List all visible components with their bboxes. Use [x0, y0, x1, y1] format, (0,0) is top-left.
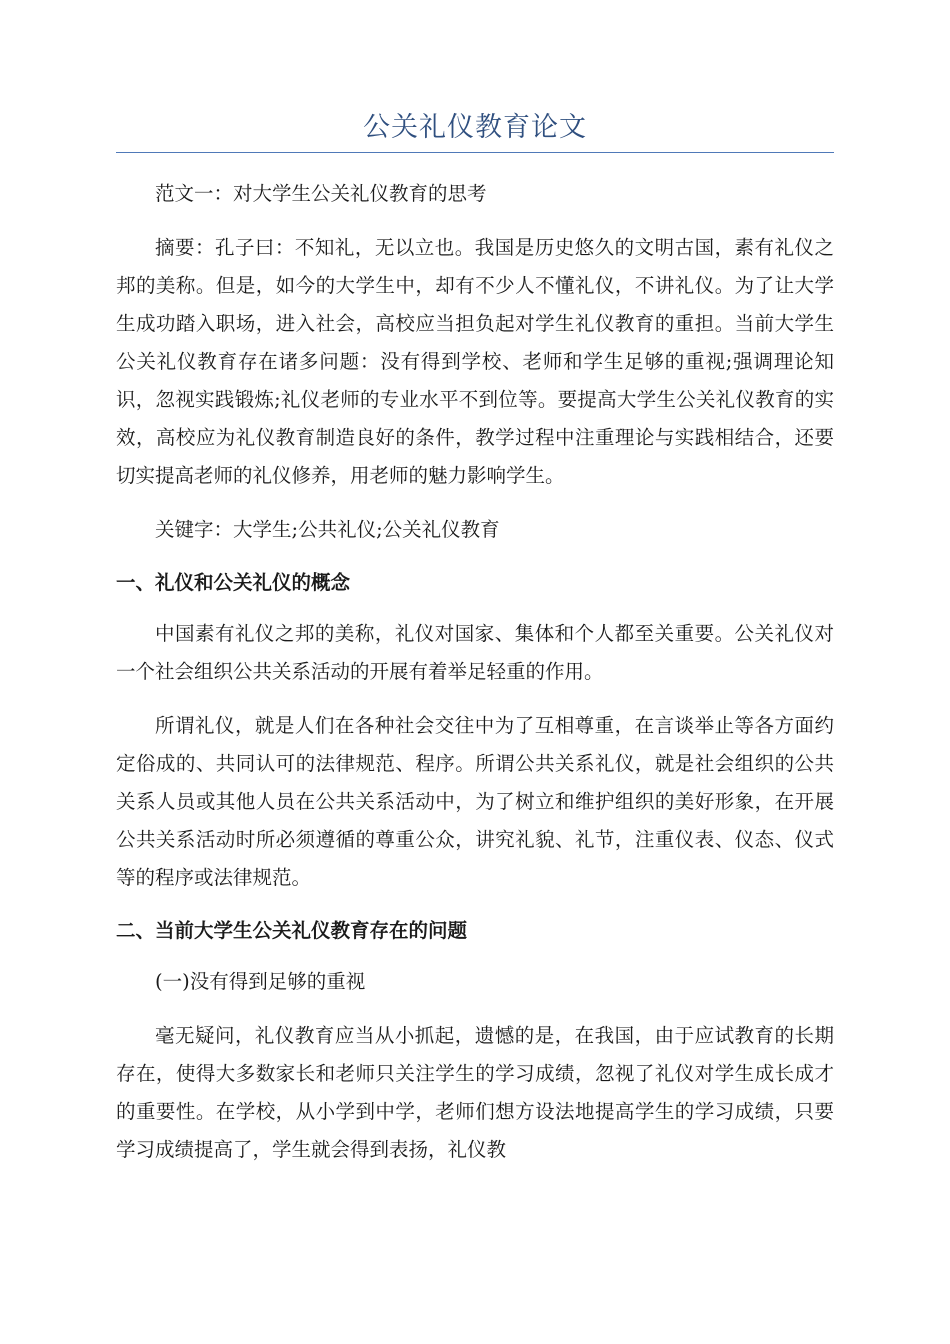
document-page: [116, 108, 834, 1185]
section1-paragraph-2: 所谓礼仪，就是人们在各种社会交往中为了互相尊重，在言谈举止等各方面约定俗成的、共同认可的法律规范、程序。所谓公共关系礼仪，就是社会组织的公共关系人员或其他人员在公共关系活动中，为了树立和维护组织的美好形象，在开展公共关系活动时所必须遵循的尊重公众，讲究礼貌、礼节，注重仪表、仪态、仪式等的程序或法律规范。: [116, 714, 834, 889]
subtitle: 范文一：对大学生公关礼仪教育的思考: [155, 182, 487, 205]
section1-paragraph-1: 中国素有礼仪之邦的美称，礼仪对国家、集体和个人都至关重要。公关礼仪对一个社会组织公共关系活动的开展有着举足轻重的作用。: [116, 622, 834, 683]
subsection-heading-1: (一)没有得到足够的重视: [155, 970, 366, 993]
document-title: 公关礼仪教育论文: [116, 108, 834, 153]
section2-paragraph-1: 毫无疑问，礼仪教育应当从小抓起，遗憾的是，在我国，由于应试教育的长期存在，使得大多数家长和老师只关注学生的学习成绩，忽视了礼仪对学生成长成才的重要性。在学校，从小学到中学，老师们想方设法地提高学生的学习成绩，只要学习成绩提高了，学生就会得到表扬，礼仪教: [116, 1024, 834, 1161]
section-heading-2: 二、当前大学生公关礼仪教育存在的问题: [116, 919, 468, 942]
section-heading-1: 一、礼仪和公关礼仪的概念: [116, 571, 351, 594]
keywords-line: 关键字：大学生;公共礼仪;公关礼仪教育: [155, 518, 500, 541]
abstract-paragraph: 摘要：孔子曰：不知礼，无以立也。我国是历史悠久的文明古国，素有礼仪之邦的美称。但是，如今的大学生中，却有不少人不懂礼仪，不讲礼仪。为了让大学生成功踏入职场，进入社会，高校应当担负起对学生礼仪教育的重担。当前大学生公关礼仪教育存在诸多问题：没有得到学校、老师和学生足够的重视;强调理论知识，忽视实践锻炼;礼仪老师的专业水平不到位等。要提高大学生公关礼仪教育的实效，高校应为礼仪教育制造良好的条件，教学过程中注重理论与实践相结合，还要切实提高老师的礼仪修养，用老师的魅力影响学生。: [116, 236, 834, 487]
